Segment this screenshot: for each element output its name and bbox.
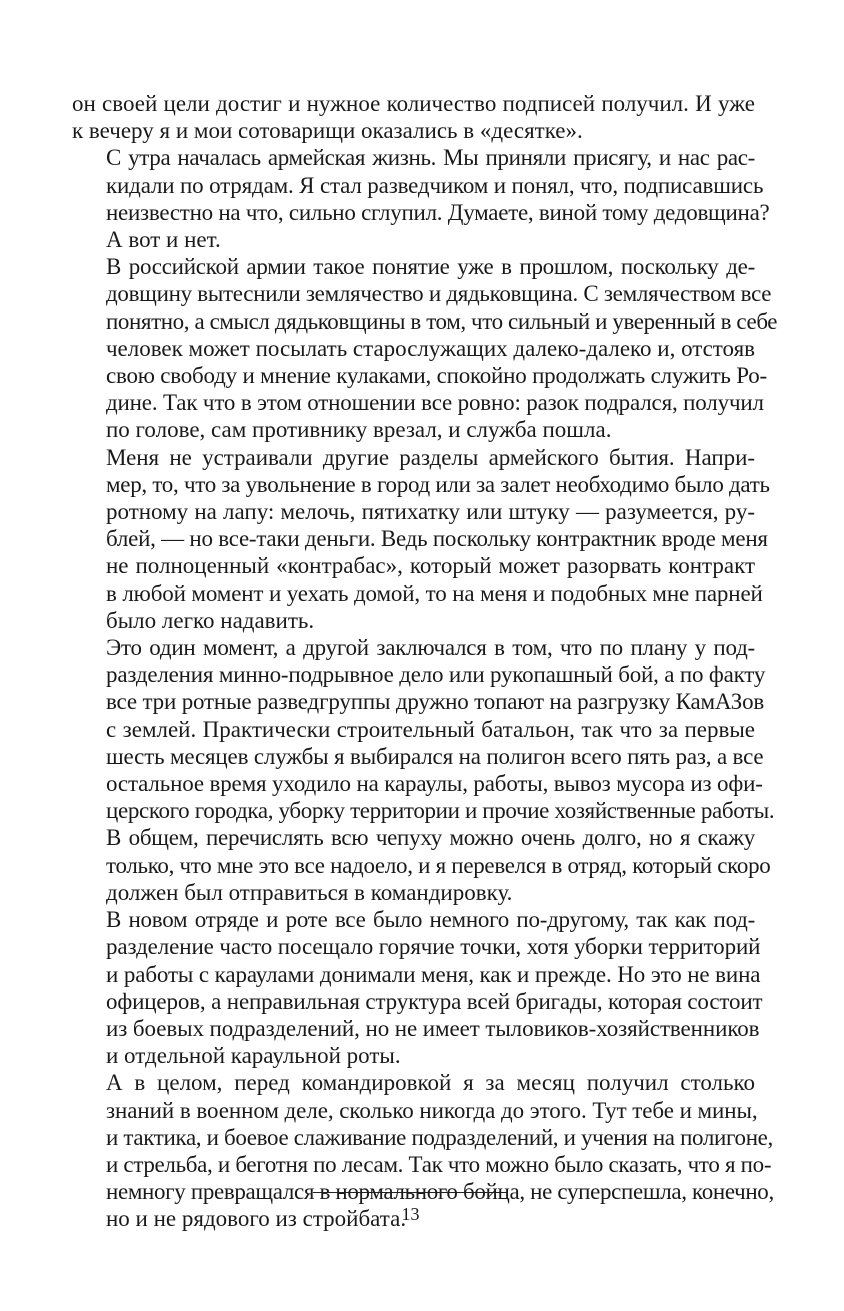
text-line: шесть месяцев службы я выбирался на полигон всего пять раз, а все: [106, 743, 764, 769]
text-line: А в целом, перед командировкой я за месяц получил столько: [106, 1070, 755, 1096]
text-line: в любой момент и уехать домой, то на меня и подобных мне парней: [106, 580, 763, 606]
text-line: Меня не устраивали другие разделы армейского бытия. Напри-: [106, 444, 755, 470]
paragraph: [72, 634, 775, 824]
text-line: человек может посылать старослужащих далеко-далеко и, отстояв: [106, 335, 755, 361]
text-line: кидали по отрядам. Я стал разведчиком и понял, что, подписавшись: [106, 172, 764, 198]
text-line: и стрельба, и беготня по лесам. Так что можно было сказать, что я по-: [106, 1151, 772, 1177]
text-line: довщину вытеснили землячество и дядьковщина. С землячеством все: [106, 281, 772, 307]
text-line: он своей цели достиг и нужное количество подписей получил. И уже: [72, 91, 755, 116]
text-line: только, что мне это все надоело, и я перевелся в отряд, который скоро: [106, 852, 771, 878]
text-line: остальное время уходило на караулы, работы, вывоз мусора из офи-: [106, 771, 763, 797]
text-line: не полноценный «контрабас», который может разорвать контракт: [106, 553, 755, 579]
text-line: дине. Так что в этом отношении все ровно: разок подрался, получил: [106, 390, 764, 416]
text-line: должен был отправиться в командировку.: [106, 879, 513, 905]
text-line: В новом отряде и роте все было немного по-другому, так как под-: [106, 907, 755, 933]
text-line: офицеров, а неправильная структура всей бригады, которая состоит: [106, 988, 763, 1014]
text-line: мер, то, что за увольнение в город или за залет необходимо было дать: [106, 471, 770, 497]
text-line: неизвестно на что, сильно сглупил. Думаете, виной тому дедовщина?: [106, 199, 770, 225]
text-line: с землей. Практически строительный батальон, так что за первые: [106, 716, 755, 742]
text-line: из боевых подразделений, но не имеет тыловиков-хозяйственников: [106, 1015, 760, 1041]
paragraph: [72, 253, 778, 443]
text-line: немногу превращался в нормального бойца, не суперспешла, конечно,: [106, 1179, 774, 1205]
footer-rule: [313, 1192, 508, 1193]
text-line: разделения минно-подрывное дело или рукопашный бой, а по факту: [106, 662, 766, 688]
text-line: блей, — но все-таки деньги. Ведь поскольку контрактник вроде меня: [106, 526, 768, 552]
paragraph: [72, 824, 771, 906]
text-line: знаний в военном деле, сколько никогда до этого. Тут тебе и мины,: [106, 1097, 758, 1123]
text-line: Это один момент, а другой заключался в том, что по плану у под-: [106, 635, 755, 661]
text-line: по голове, сам противнику врезал, и служба пошла.: [106, 417, 612, 443]
paragraph: [72, 90, 755, 144]
text-line: свою свободу и мнение кулаками, спокойно продолжать служить Ро-: [106, 363, 767, 389]
text-line: ротному на лапу: мелочь, пятихатку или штуку — разумеется, ру-: [106, 499, 755, 525]
text-line: А вот и нет.: [106, 227, 221, 253]
text-line: разделение часто посещало горячие точки, хотя уборки территорий: [106, 934, 761, 960]
paragraph: [72, 144, 770, 253]
paragraph: [72, 444, 770, 634]
text-line: церского городка, уборку территории и прочие хозяйственные работы.: [106, 798, 775, 824]
text-line: и отдельной караульной роты.: [106, 1043, 401, 1069]
text-line: В российской армии такое понятие уже в прошлом, поскольку де-: [106, 254, 755, 280]
paragraph: [72, 906, 763, 1069]
text-line: было легко надавить.: [106, 607, 315, 633]
page-body: [72, 90, 778, 1233]
page-number: 13: [401, 1204, 420, 1224]
text-line: и тактика, и боевое слаживание подразделений, и учения на полигоне,: [106, 1124, 773, 1150]
text-line: В общем, перечислять всю чепуху можно очень долго, но я скажу: [106, 825, 755, 851]
text-line: но и не рядового из стройбата.: [106, 1206, 407, 1232]
text-line: к вечеру я и мои сотоварищи оказались в «десятке».: [72, 118, 583, 144]
text-line: С утра началась армейская жизнь. Мы приняли присягу, и нас рас-: [106, 145, 755, 171]
text-line: и работы с караулами донимали меня, как и прежде. Но это не вина: [106, 961, 761, 987]
text-line: понятно, а смысл дядьковщины в том, что сильный и уверенный в себе: [106, 308, 778, 334]
text-line: все три ротные разведгруппы дружно топают на разгрузку КамАЗов: [106, 689, 765, 715]
